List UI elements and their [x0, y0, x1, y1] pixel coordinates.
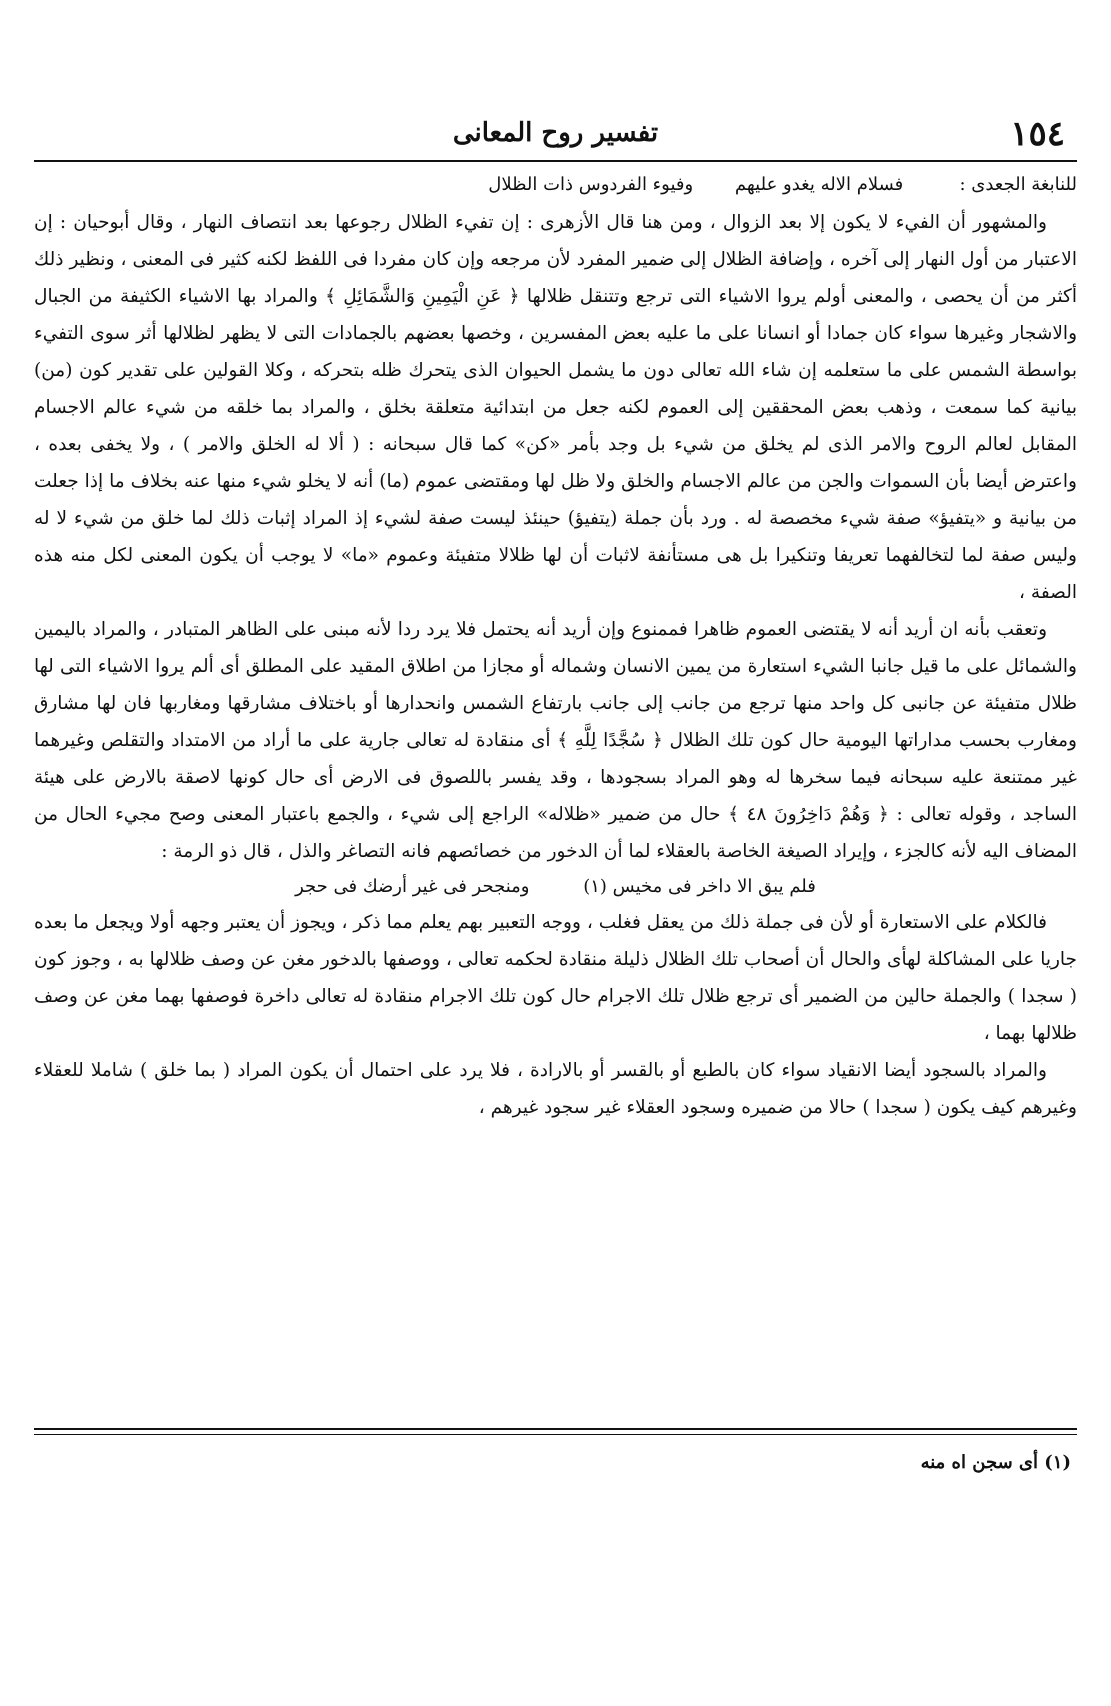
quoted-verse-hemistich-2: ومنجحر فى غير أرضك فى حجر — [295, 876, 530, 897]
verse-attribution: للنابغة الجعدى : — [959, 174, 1077, 195]
paragraph-3: فالكلام على الاستعارة أو لأن فى جملة ذلك من يعقل فغلب ، ووجه التعبير بهم يعلم مما ذكر ، ويجوز أن يعتبر وجهه أولا ويجعل ما بعده جاريا على المشاكلة لهأى والحال أن أصحاب تلك الظلال ذليلة منقادة لحكمه تعالى ، ووصفها بالدخور مغن عن وصف ظلالها به ، وجوز كون ( سجدا ) والجملة حالين من الضمير أى ترجع ظلال تلك الاجرام حال كون تلك الاجرام منقادة له تعالى داخرة فوصفها بهما مغن عن وصف ظلالها بهما ، — [34, 912, 1077, 1044]
header-rule — [34, 160, 1077, 162]
paragraph-1: والمشهور أن الفيء لا يكون إلا بعد الزوال ، ومن هنا قال الأزهرى : إن تفيء الظلال رجوعها بعد انتصاف النهار ، وقال أبوحيان : إن الاعتبار من أول النهار إلى آخره ، وإضافة الظلال إلى ضمير المفرد لأن مرجعه وإن كان مفردا فى اللفظ لكنه كثير فى المعنى ، ونظير ذلك أكثر من أن يحصى ، والمعنى أولم يروا الاشياء التى ترجع وتتنقل ظلالها ﴿ عَنِ الْيَمِينِ وَالشَّمَائِلِ ﴾ والمراد بها الاشياء الكثيفة من الجبال والاشجار وغيرها سواء كان جمادا أو انسانا على ما عليه بعض المفسرين ، وخصها بعضهم بالجمادات التى لا يظهر لظلالها أثر سوى التفيء بواسطة الشمس على ما ستعلمه إن شاء الله تعالى دون ما يشمل الحيوان الذى يتحرك ظله بتحركه ، وكلا القولين على تقدير كون (من) بيانية كما سمعت ، وذهب بعض المحققين إلى العموم لكنه جعل من ابتدائية متعلقة بخلق ، والمراد بما خلقه من شيء عالم الاجسام المقابل لعالم الروح والامر الذى لم يخلق من شيء بل وجد بأمر «كن» كما قال سبحانه : ( ألا له الخلق والامر ) ، ولا يخفى بعده ، واعترض أيضا بأن السموات والجن من عالم الاجسام والخلق ولا ظل لها ومقتضى عموم (ما) أنه لا يخلو شيء منها عنه بخلاف ما إذا جعلت من بيانية و «يتفيؤ» صفة شيء مخصصة له . ورد بأن جملة (يتفيؤ) حينئذ ليست صفة لشيء إذ المراد إثبات ذلك لما خلق من شيء لا له وليس صفة لما لتخالفهما تعريفا وتنكيرا بل هى مستأنفة لاثبات أن لها ظلالا متفيئة وعموم «ما» لا يوجب أن يكون المعنى لكل منه هذه الصفة ، — [34, 212, 1077, 603]
quoted-verse-hemistich-1: فلم يبق الا داخر فى مخيس (١) — [583, 876, 816, 897]
verse-hemistich-1: فسلام الاله يغدو عليهم — [734, 174, 904, 195]
footnote-rule-thin — [34, 1434, 1077, 1435]
page-number: ١٥٤ — [1010, 114, 1065, 154]
page-body — [34, 166, 1077, 1706]
footnote: (١) أى سجن اه منه — [920, 1452, 1071, 1473]
page-header — [34, 112, 1077, 158]
quoted-verse — [34, 870, 1077, 904]
opening-verse — [34, 166, 1077, 204]
running-title: تفسير روح المعانى — [452, 118, 659, 148]
footnote-rule-thick — [34, 1428, 1077, 1430]
verse-hemistich-2: وفيوء الفردوس ذات الظلال — [488, 174, 694, 195]
paragraph-2: وتعقب بأنه ان أريد أنه لا يقتضى العموم ظاهرا فممنوع وإن أريد أنه يحتمل فلا يرد ردا لأنه مبنى على الظاهر المتبادر ، والمراد باليمين والشمائل على ما قيل جانبا الشيء استعارة من يمين الانسان وشماله أو مجازا من اطلاق المقيد على المطلق أى ألم يروا الاشياء التى لها ظلال متفيئة عن جانبى كل واحد منها ترجع من جانب إلى جانب بارتفاع الشمس وانحدارها أو باختلاف مشارقها ومغاربها فان لها مشارق ومغارب بحسب مداراتها اليومية حال كون تلك الظلال ﴿ سُجَّدًا لِلَّهِ ﴾ أى منقادة له تعالى جارية على ما أراد من الامتداد والتقلص وغيرهما غير ممتنعة عليه سبحانه فيما سخرها له وهو المراد بسجودها ، وقد يفسر باللصوق فى الارض أى حال كونها لاصقة بالارض على هيئة الساجد ، وقوله تعالى : ﴿ وَهُمْ دَاخِرُونَ ٤٨ ﴾ حال من ضمير «ظلاله» الراجع إلى شيء ، والجمع باعتبار المعنى وصح مجيء الحال من المضاف اليه لأنه كالجزء ، وإيراد الصيغة الخاصة بالعقلاء لما أن الدخور من خصائصهم فانه التصاغر والذل ، قال ذو الرمة : — [34, 619, 1077, 862]
paragraph-4: والمراد بالسجود أيضا الانقياد سواء كان بالطبع أو بالقسر أو بالارادة ، فلا يرد على احتمال أن يكون المراد ( بما خلق ) شاملا للعقلاء وغيرهم كيف يكون ( سجدا ) حالا من ضميره وسجود العقلاء غير سجود غيرهم ، — [34, 1060, 1077, 1118]
